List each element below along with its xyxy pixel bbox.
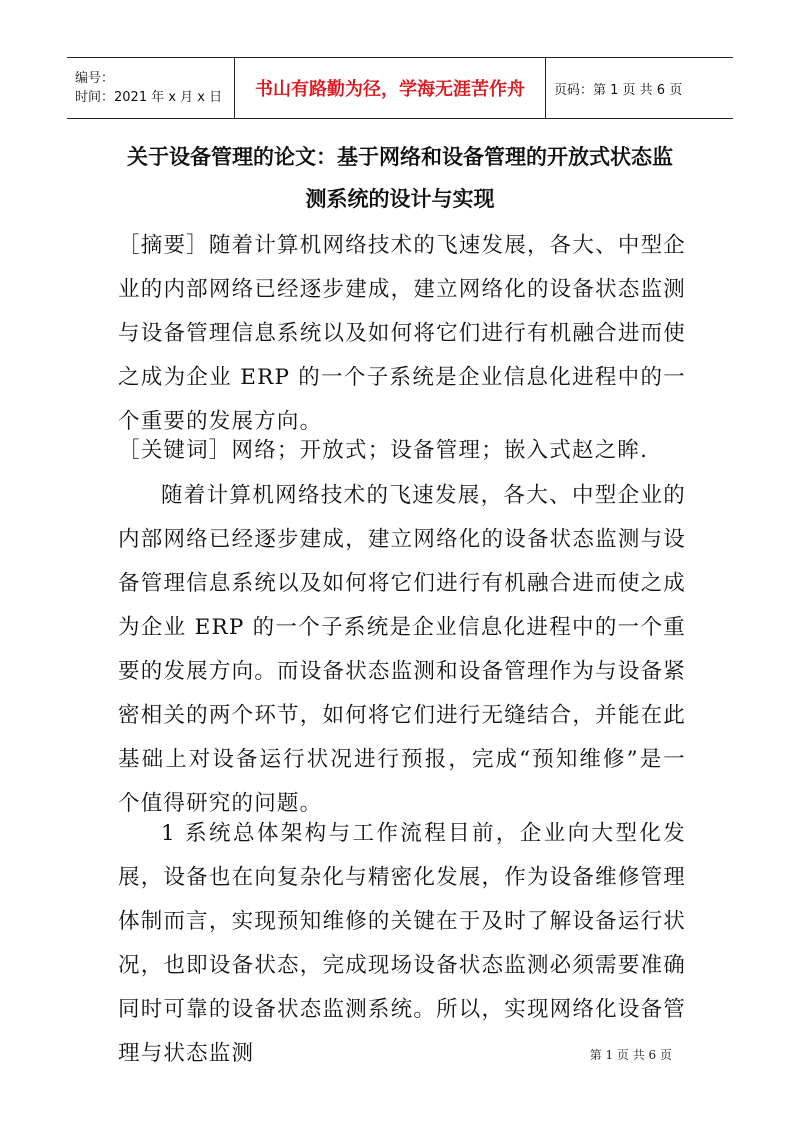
body-paragraph-1: 随着计算机网络技术的飞速发展，各大、中型企业的内部网络已经逐步建成，建立网络化的设备状态监测与设备管理信息系统以及如何将它们进行有机融合进而使之成为企业 ERP 的一个子系统是企业信息化进程中的一个重要的发展方向。而设备状态监测和设备管理作为与设备紧密相关的两个环节，如何将它们进行无缝结合，并能在此基础上对设备运行状况进行预报，完成“预知维修”是一个值得研究的问题。 [118,483,686,816]
body-paragraph-2: 1 系统总体架构与工作流程目前，企业向大型化发展，设备也在向复杂化与精密化发展，作为设备维修管理体制而言，实现预知维修的关键在于及时了解设备运行状况，也即设备状态，完成现场设备状态监测必须需要准确同时可靠的设备状态监测系统。所以，实现网络化设备管理与状态监测 [118,821,686,1066]
header-number: 编号： [75,71,115,86]
title-line-1: 关于设备管理的论文：基于网络和设备管理的开放式状态监 [127,145,673,169]
header-page [546,58,733,118]
header-motto [234,58,546,118]
header-time: 时间：2021 年 x 月 x 日 [75,90,223,105]
document-title [100,136,700,220]
header-motto-text: 书山有路勤为径，学海无涯苦作舟 [255,79,525,100]
title-line-2: 测系统的设计与实现 [305,187,495,211]
header-meta [67,58,234,118]
header-page-text: 页码：第 1 页 共 6 页 [554,82,683,98]
page-footer: 第 1 页 共 6 页 [589,1048,672,1062]
keywords-paragraph: ［关键词］网络；开放式；设备管理；嵌入式赵之眸. [118,438,649,463]
abstract-paragraph: ［摘要］随着计算机网络技术的飞速发展，各大、中型企业的内部网络已经逐步建成，建立网络化的设备状态监测与设备管理信息系统以及如何将它们进行有机融合进而使之成为企业 ERP 的一个子系统是企业信息化进程中的一个重要的发展方向。 [118,233,686,434]
document-header [67,57,733,119]
